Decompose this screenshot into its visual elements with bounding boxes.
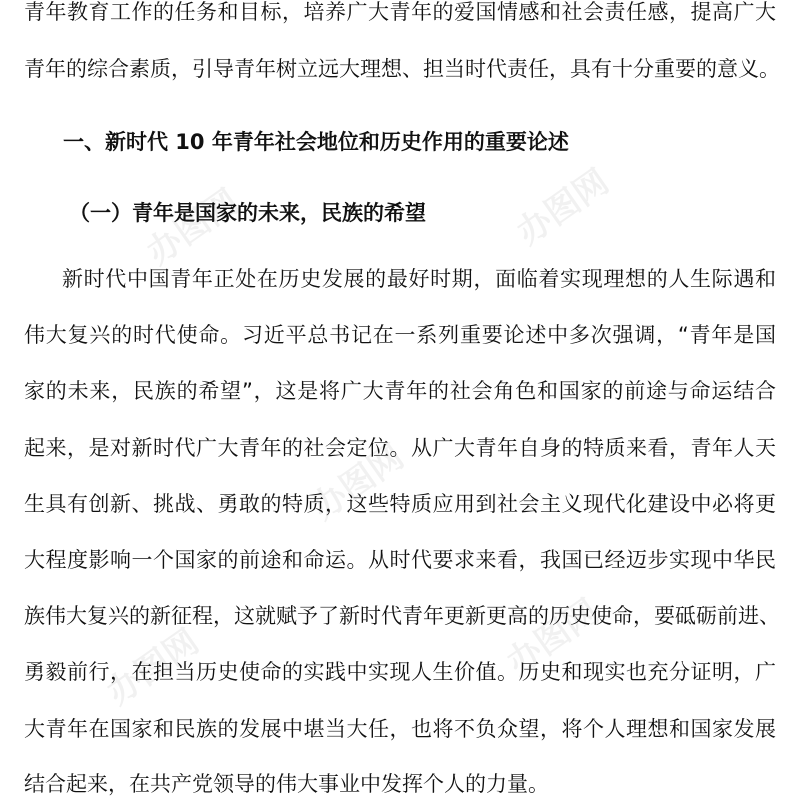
body-line: 勇毅前行，在担当历史使命的实践中实现人生价值。历史和现实也充分证明，广 — [24, 660, 776, 684]
body-line: 家的未来，民族的希望”，这是将广大青年的社会角色和国家的前途与命运结合 — [24, 379, 776, 403]
body-line: 大程度影响一个国家的前途和命运。从时代要求来看，我国已经迈步实现中华民 — [24, 548, 776, 572]
body-line: 结合起来，在共产党领导的伟大事业中发挥个人的力量。 — [24, 772, 549, 796]
intro-line: 青年教育工作的任务和目标，培养广大青年的爱国情感和社会责任感，提高广大 — [24, 0, 776, 24]
body-line: 新时代中国青年正处在历史发展的最好时期，面临着实现理想的人生际遇和 — [62, 267, 776, 291]
watermark: 办图网 — [499, 591, 607, 684]
watermark: 办图网 — [99, 621, 207, 714]
watermark: 办图网 — [304, 436, 412, 529]
body-line: 生具有创新、挑战、勇敢的特质，这些特质应用到社会主义现代化建设中必将更 — [24, 492, 776, 516]
body-line: 族伟大复兴的新征程，这就赋予了新时代青年更新更高的历史使命，要砥砺前进、 — [24, 604, 780, 628]
section-heading: 一、新时代 10 年青年社会地位和历史作用的重要论述 — [63, 130, 569, 154]
watermark: 办图网 — [139, 181, 247, 274]
body-line: 大青年在国家和民族的发展中堪当大任，也将不负众望，将个人理想和国家发展 — [24, 717, 776, 741]
intro-line: 青年的综合素质，引导青年树立远大理想、担当时代责任，具有十分重要的意义。 — [24, 57, 780, 81]
body-line: 伟大复兴的时代使命。习近平总书记在一系列重要论述中多次强调，“青年是国 — [24, 323, 776, 347]
watermark: 办图网 — [509, 161, 617, 254]
subsection-heading: （一）青年是国家的未来，民族的希望 — [69, 201, 426, 225]
body-line: 起来，是对新时代广大青年的社会定位。从广大青年自身的特质来看，青年人天 — [24, 436, 776, 460]
